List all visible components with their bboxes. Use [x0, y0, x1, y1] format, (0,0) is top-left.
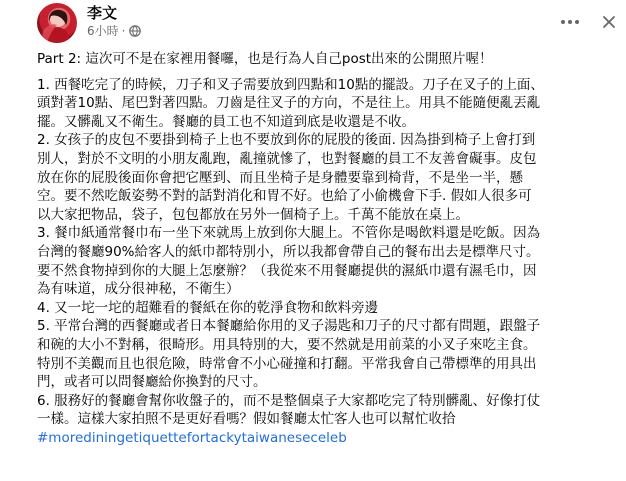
etiquette-item [37, 299, 623, 318]
hashtag-link[interactable]: #morediningetiquettefortackytaiwaneseceleb [37, 429, 347, 446]
etiquette-item [37, 317, 623, 391]
more-options-button[interactable] [555, 7, 585, 37]
meta-separator: · [121, 24, 126, 38]
text-line: 放在你的屁股後面你會把它壓到、而且坐椅子是身體要靠到椅背，不是坐一半，懸 [37, 169, 523, 186]
close-button[interactable] [595, 7, 623, 37]
text-line: 頭對著10點、尾巴對著四點。刀齒是往叉子的方向，不是往上。用具不能隨便亂丟亂 [37, 95, 541, 112]
text-line: 一樣。這樣大家拍照不是更好看嗎？假如餐廳太忙客人也可以幫忙收拾 [37, 411, 456, 428]
text-line: 5. 平常台灣的西餐廳或者日本餐廳給你用的叉子湯匙和刀子的尺寸都有問題，跟盤子 [37, 318, 541, 335]
text-line: 擺。又髒亂又不衛生。餐廳的員工也不知道到底是收還是不收。 [37, 113, 415, 130]
text-line: 3. 餐巾紙通常餐巾布一坐下來就馬上放到你大腿上。不管你是喝飲料還是吃飯。因為 [37, 225, 541, 242]
etiquette-item [37, 76, 623, 132]
post-text [37, 50, 623, 447]
post-intro: Part 2: 這次可不是在家裡用餐囉，也是行為人自己post出來的公開照片喔！ [37, 51, 493, 67]
etiquette-item [37, 392, 623, 429]
text-line: 為有味道，成分很神秘，不衛生） [37, 281, 240, 298]
text-line: 要不然食物掉到你的大腿上怎麼辦？（我從來不用餐廳提供的濕紙巾還有濕毛巾，因 [37, 262, 537, 279]
text-line: 門，或者可以問餐廳給你換對的尺寸。 [37, 374, 267, 391]
author-name[interactable]: 李文 [87, 4, 118, 22]
post-header [0, 0, 626, 48]
text-line: 別人，對於不文明的小朋友亂跑，亂撞就慘了，也對餐廳的員工不友善會礙事。皮包 [37, 150, 537, 167]
etiquette-item [37, 224, 623, 298]
more-horizontal-icon [560, 19, 580, 25]
close-icon [602, 15, 616, 29]
avatar-image [37, 3, 77, 43]
text-line: 2. 女孩子的皮包不要掛到椅子上也不要放到你的屁股的後面. 因為掛到椅子上會打到 [37, 132, 536, 149]
text-line: 1. 西餐吃完了的時候，刀子和叉子需要放到四點和10點的擺設。刀子在叉子的上面、 [37, 76, 544, 93]
text-line: 和碗的大小不對稱，很畸形。用具特別的大，要不然就是用前菜的小叉子來吃主食。 [37, 336, 537, 353]
etiquette-item [37, 131, 623, 224]
text-line: 6. 服務好的餐廳會幫你收盤子的，而不是整個桌子大家都吃完了特別髒亂、好像打仗 [37, 392, 541, 409]
text-line: 特別不美觀而且也很危險，時常會不小心碰撞和打翻。平常我會自己帶標準的用具出 [37, 355, 537, 372]
text-line: 空。要不然吃飯姿勢不對的話對消化和胃不好。也給了小偷機會下手. 假如人很多可 [37, 188, 532, 205]
globe-icon[interactable] [129, 25, 141, 37]
post-time[interactable]: 6小時 [87, 24, 119, 38]
post-meta [87, 23, 141, 39]
text-line: 台灣的餐廳90%給客人的紙巾都特別小，所以我都會帶自己的餐布出去是標準尺寸。 [37, 243, 540, 260]
author-avatar[interactable] [37, 3, 77, 43]
text-line: 以大家把物品，袋子，包包都放在另外一個椅子上。千萬不能放在桌上。 [37, 206, 469, 223]
text-line: 4. 又一坨一坨的超難看的餐紙在你的乾淨食物和飲料旁邊 [37, 299, 379, 316]
